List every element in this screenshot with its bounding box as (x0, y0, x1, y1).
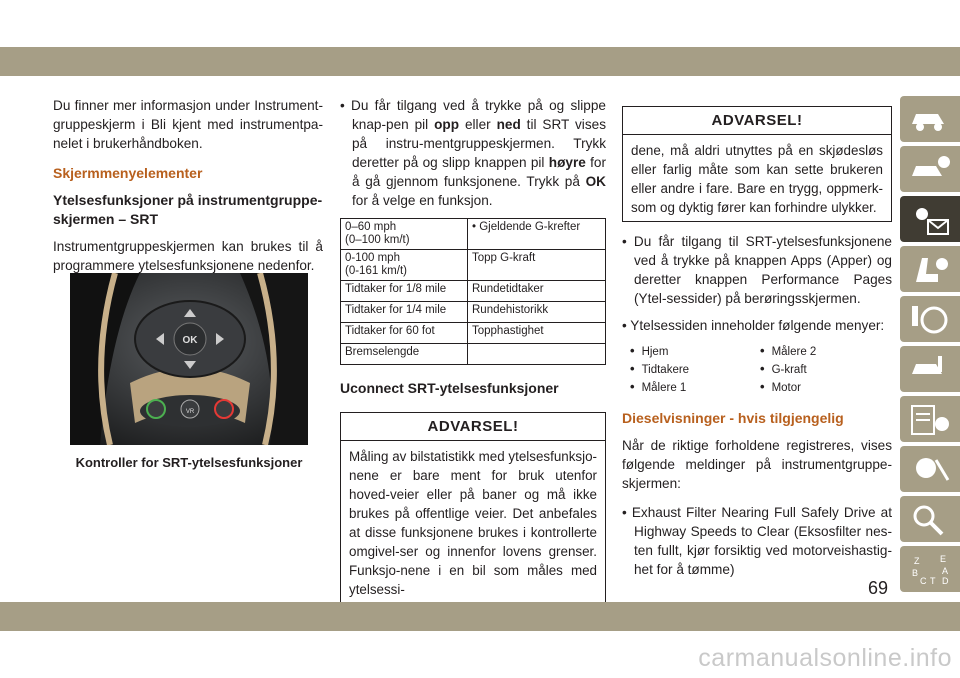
tab-warranty-icon[interactable] (900, 446, 960, 492)
key-ok: OK (585, 174, 606, 189)
photo-caption: Kontroller for SRT-ytelsesfunksjoner (75, 455, 303, 470)
warning-title: ADVARSEL! (341, 413, 605, 441)
top-margin (0, 0, 960, 47)
section-heading-srt: Ytelsesfunksjoner på instrumentgruppe-skjermen – SRT (53, 192, 323, 227)
warning-box (340, 412, 606, 604)
tab-magnifier-icon[interactable] (900, 496, 960, 542)
table-cell: Rundehistorikk (468, 302, 606, 323)
bullet-text: for å velge en funksjon. (352, 193, 493, 208)
warning-light-icon (908, 202, 952, 236)
bullet-access (340, 96, 606, 210)
table-row (341, 344, 606, 365)
diesel-paragraph: Når de riktige forholdene registreres, vises følgende meldinger på instrumentgruppe-skjermen: (622, 438, 892, 491)
srt-paragraph: Instrumentgruppeskjermen kan brukes til å programmere ytelsesfunksjonene nedenfor. (53, 239, 323, 273)
index-letter: T (930, 576, 936, 586)
magnifier-icon (908, 502, 952, 536)
warning-box-continued (622, 106, 892, 222)
table-cell: 0–60 mph (0–100 km/t) (341, 219, 468, 250)
table-cell: Topp G-kraft (468, 250, 606, 281)
table-cell: Topphastighet (468, 323, 606, 344)
footer-band (0, 602, 960, 631)
ok-button-label: OK (182, 335, 198, 346)
key-up: opp (434, 117, 460, 132)
menu-item: • Hjem (630, 343, 760, 358)
warning-title: ADVARSEL! (623, 107, 891, 135)
tab-car-alert-icon[interactable] (900, 146, 960, 192)
menu-item: • Motor (760, 379, 880, 394)
page-number: 69 (868, 578, 889, 598)
car-alert-icon (908, 152, 952, 186)
table-row (341, 302, 606, 323)
tab-seat-safety-icon[interactable] (900, 246, 960, 292)
menu-list (622, 343, 892, 394)
table-cell: Rundetidtaker (468, 281, 606, 302)
index-letter: A (942, 566, 949, 576)
chapter-tabs (900, 96, 960, 596)
menu-item: • Målere 2 (760, 343, 880, 358)
index-letter: E (940, 554, 947, 564)
seat-safety-icon (908, 252, 952, 286)
srt-functions-table (340, 218, 606, 365)
watermark: carmanualsonline.info (698, 644, 952, 672)
table-row (341, 250, 606, 281)
maintenance-list-icon (908, 402, 952, 436)
tab-car-icon[interactable] (900, 96, 960, 142)
header-band (0, 47, 960, 76)
warning-body: dene, må aldri utnyttes på en skjødesløs eller farlig måte som kan sette brukeren eller andre i fare. Bare en trygg, oppmerk-som og dyktig fører kan forhindre ulykker. (631, 143, 883, 215)
column-middle (340, 96, 606, 604)
table-cell (468, 344, 606, 365)
key-down: ned (496, 117, 521, 132)
bullet-exhaust: • Exhaust Filter Nearing Full Safely Drive at Highway Speeds to Clear (Eksosfilter nes-ten fullt, kjør forsiktig ved motorveishastig-het for å tømme) (622, 505, 892, 577)
steering-wheel-icon (908, 302, 952, 336)
menu-item: • G-kraft (760, 361, 880, 376)
column-left (53, 96, 323, 285)
vr-button-label: VR (185, 409, 195, 415)
index-letter: Z (914, 556, 920, 566)
intro-paragraph: Du finner mer informasjon under Instrument-gruppeskjerm i Bli kjent med instrumentpa-nelet i brukerhåndboken. (53, 98, 323, 151)
menu-item: • Målere 1 (630, 379, 760, 394)
car-service-icon (908, 352, 952, 386)
table-cell: Tidtaker for 1/4 mile (341, 302, 468, 323)
table-row (341, 281, 606, 302)
car-icon (908, 102, 952, 136)
index-letter: C (920, 576, 927, 586)
column-right (622, 106, 892, 587)
tab-alphabet-index-icon[interactable] (900, 546, 960, 592)
bullet-menus: • Ytelsessiden inneholder følgende menyer: (622, 318, 885, 333)
bullet-text: eller (459, 117, 497, 132)
alphabet-index-icon (908, 552, 952, 586)
tab-steering-wheel-icon[interactable] (900, 296, 960, 342)
section-heading-uconnect: Uconnect SRT-ytelsesfunksjoner (340, 380, 559, 396)
table-cell: 0-100 mph (0-161 km/t) (341, 250, 468, 281)
table-cell: Tidtaker for 60 fot (341, 323, 468, 344)
tab-warning-light-icon[interactable] (900, 196, 960, 242)
warning-body: Måling av bilstatistikk med ytelsesfunksjo-nene er bare ment for bruk utenfor hoved-veier eller på baner og må ikke brukes på offentlige veier. Det anbefales at disse funksjonene brukes i kontrollerte omgivel-ser og innenfor lovens grenser. Funksjo-nene i en bil som måles med ytelsessi- (349, 449, 597, 597)
bullet-apps: • Du får tilgang til SRT-ytelsesfunksjonene ved å trykke på knappen Apps (Apper) og deretter knappen Performance Pages (Ytel-sessider) på berøringsskjermen. (622, 234, 892, 306)
index-letter: D (942, 576, 949, 586)
table-row (341, 219, 606, 250)
tab-car-service-icon[interactable] (900, 346, 960, 392)
bullet-text: til SRT vises på instru-mentgruppeskjermen. Trykk deretter på og slipp knappen pil (352, 117, 606, 170)
steering-wheel-photo (70, 273, 308, 445)
bullet-text: • Du får tilgang ved å trykke på og slippe knap-pen pil (340, 98, 606, 132)
table-row (341, 323, 606, 344)
section-heading-diesel: Dieselvisninger - hvis tilgjengelig (622, 410, 844, 426)
bullet-text: for å gå gjennom funksjonene. Trykk på (352, 155, 607, 189)
key-right: høyre (548, 155, 586, 170)
index-letter: B (912, 568, 919, 578)
table-cell: • Gjeldende G-krefter (468, 219, 606, 250)
table-cell: Tidtaker for 1/8 mile (341, 281, 468, 302)
menu-item: • Tidtakere (630, 361, 760, 376)
table-cell: Bremselengde (341, 344, 468, 365)
warranty-icon (908, 452, 952, 486)
section-heading-menu: Skjermmenyelementer (53, 165, 203, 181)
tab-maintenance-list-icon[interactable] (900, 396, 960, 442)
